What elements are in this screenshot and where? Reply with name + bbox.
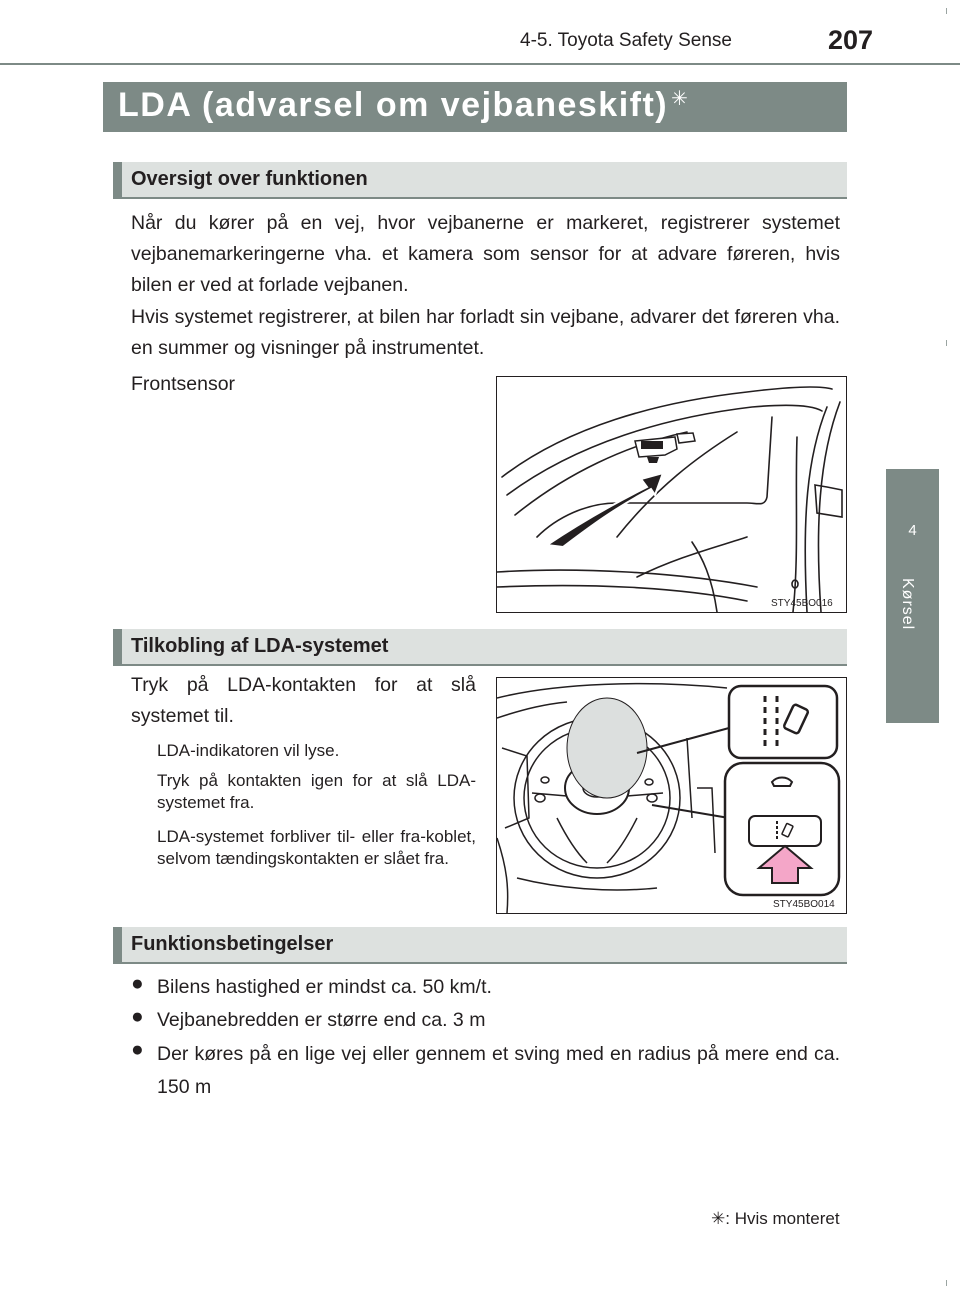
- tab-tick: [946, 8, 947, 14]
- activation-paragraph: Tryk på LDA-kontakten for at slå systemet til.: [131, 674, 476, 727]
- activation-note-3: LDA-systemet forbliver til- eller fra-koblet, selvom tændingskontakten er slået fra.: [157, 827, 476, 868]
- section-header-conditions: [113, 927, 847, 964]
- tab-tick: [946, 1280, 947, 1286]
- footnote-text: : Hvis monteret: [725, 1209, 840, 1228]
- bullet-icon: ●: [131, 1038, 144, 1061]
- overview-paragraph-1: Når du kører på en vej, hvor vejbanerne er markeret, registrerer systemet vejbanemarkeringerne vha. et kamera som sensor for at advare føreren, hvis bilen er ved at forlade vejbanen.: [131, 212, 840, 296]
- condition-item: Der køres på en lige vej eller gennem et sving med en radius på mere end ca. 150 m: [157, 1043, 840, 1098]
- section-heading: Tilkobling af LDA-systemet: [131, 635, 389, 657]
- bullet-icon: ●: [131, 1005, 144, 1028]
- condition-item: Vejbanebredden er større end ca. 3 m: [157, 1009, 486, 1031]
- overview-paragraph-2: Hvis systemet registrerer, at bilen har forladt sin vejbane, advarer det føreren vha. en summer og visninger på instrumentet.: [131, 306, 840, 359]
- steering-wheel-illustration: [497, 678, 846, 913]
- page-number: 207: [828, 25, 874, 55]
- section-marker: [113, 162, 122, 197]
- windshield-illustration: [497, 377, 846, 612]
- chapter-section-title: 4-5. Toyota Safety Sense: [520, 30, 732, 51]
- front-sensor-figure: [496, 376, 847, 613]
- section-heading: Funktionsbetingelser: [131, 933, 334, 955]
- section-marker: [113, 927, 122, 962]
- activation-note-2: Tryk på kontakten igen for at slå LDA-systemet fra.: [157, 771, 476, 812]
- section-marker: [113, 629, 122, 664]
- asterisk-mark: ✳: [711, 1209, 726, 1228]
- tab-tick: [946, 340, 947, 346]
- page-title-text: LDA (advarsel om vejbaneskift): [118, 86, 669, 124]
- lda-switch-figure: [496, 677, 847, 914]
- chapter-number: 4: [908, 522, 917, 539]
- condition-item: Bilens hastighed er mindst ca. 50 km/t.: [157, 976, 492, 998]
- figure-code: STY45BO014: [773, 899, 835, 910]
- header-rule: [0, 63, 960, 65]
- figure-code: STY45BO016: [771, 598, 833, 609]
- section-header-activation: [113, 629, 847, 666]
- page-title: [118, 86, 689, 125]
- section-heading: Oversigt over funktionen: [131, 168, 368, 190]
- activation-note-1: LDA-indikatoren vil lyse.: [157, 741, 340, 760]
- bullet-icon: ●: [131, 972, 144, 995]
- chapter-label: Kørsel: [899, 578, 916, 631]
- section-header-overview: [113, 162, 847, 199]
- footnote: [711, 1209, 840, 1229]
- asterisk-mark: ✳: [671, 88, 690, 110]
- figure-label-frontsensor: Frontsensor: [131, 373, 236, 395]
